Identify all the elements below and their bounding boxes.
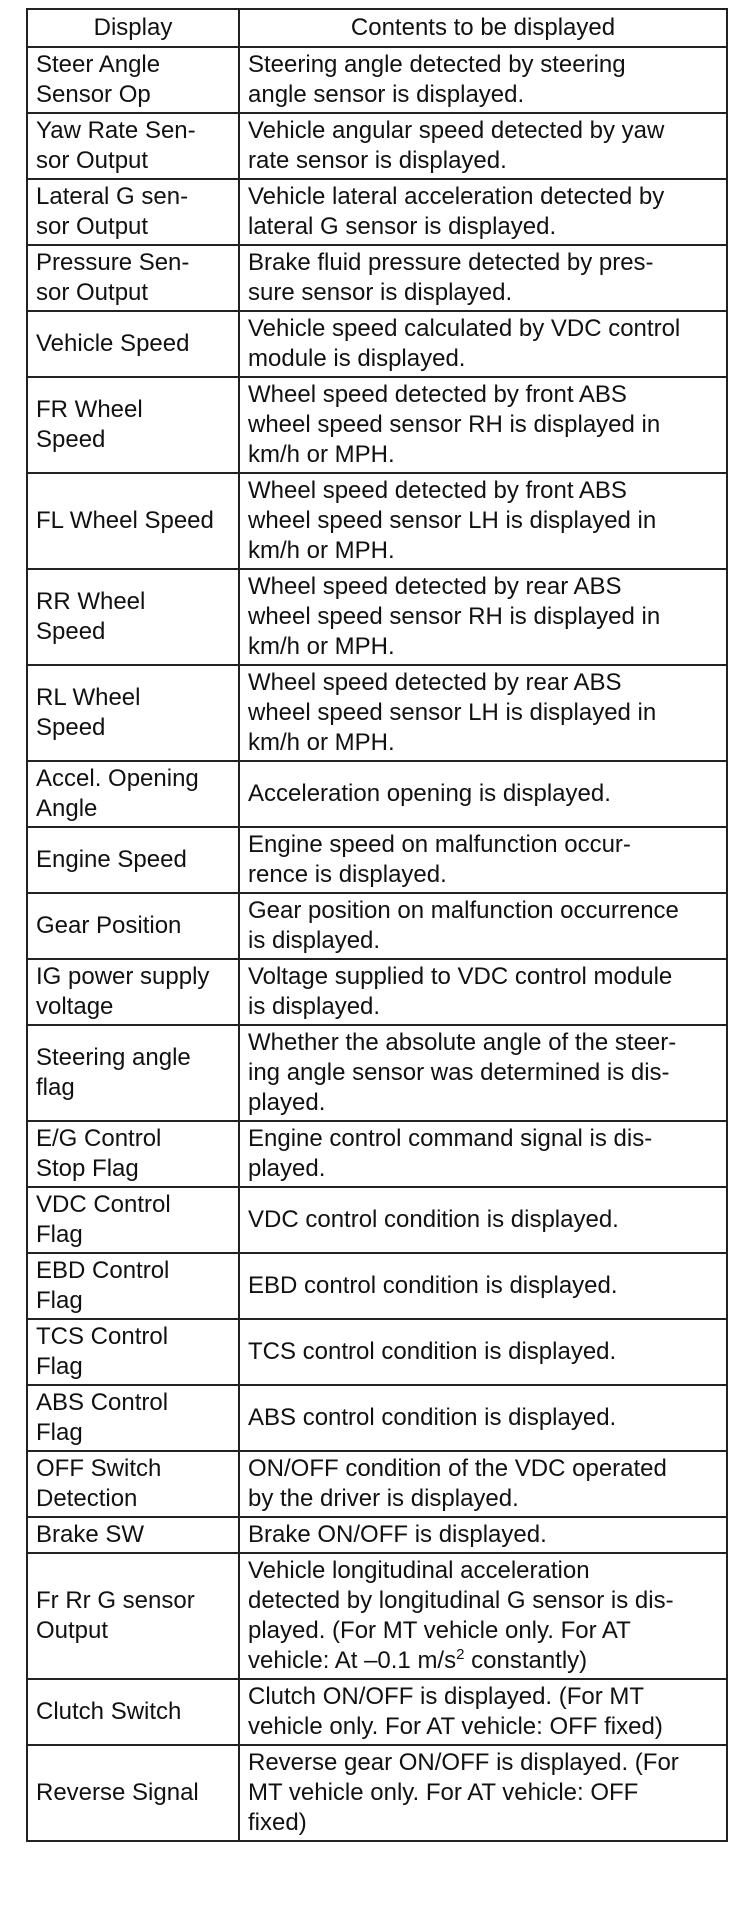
contents-text: TCS control condition is displayed. (248, 1338, 617, 1365)
display-cell: Gear Position (27, 893, 239, 959)
display-cell: E/G Control Stop Flag (27, 1121, 239, 1187)
contents-text: Gear position on malfunction occurrence is displayed. (248, 897, 679, 954)
contents-text: EBD control condition is displayed. (248, 1272, 618, 1299)
display-cell: Steering angle flag (27, 1025, 239, 1121)
table-row (27, 1253, 727, 1319)
contents-text: Clutch ON/OFF is displayed. (For MT vehicle only. For AT vehicle: OFF fixed) (248, 1683, 663, 1740)
table-row (27, 311, 727, 377)
display-cell: Pressure Sen- sor Output (27, 245, 239, 311)
contents-text: Voltage supplied to VDC control module is displayed. (248, 963, 673, 1020)
contents-cell (239, 827, 727, 893)
contents-text: ABS control condition is displayed. (248, 1404, 617, 1431)
contents-cell (239, 47, 727, 113)
table-row (27, 113, 727, 179)
contents-text: Steering angle detected by steering angle sensor is displayed. (248, 51, 626, 108)
table-row (27, 1745, 727, 1841)
contents-text: Vehicle longitudinal acceleration detected by longitudinal G sensor is dis- played. (For MT vehicle only. For AT vehicle: At –0.1 m/s (248, 1557, 674, 1674)
table-body (27, 47, 727, 1841)
contents-cell (239, 1385, 727, 1451)
contents-cell (239, 473, 727, 569)
display-cell: VDC Control Flag (27, 1187, 239, 1253)
contents-text: Engine control command signal is dis- played. (248, 1125, 653, 1182)
contents-cell (239, 179, 727, 245)
contents-cell (239, 1187, 727, 1253)
table-row (27, 761, 727, 827)
contents-cell (239, 1553, 727, 1679)
contents-cell (239, 1451, 727, 1517)
display-cell: RR Wheel Speed (27, 569, 239, 665)
contents-cell (239, 665, 727, 761)
contents-cell (239, 1679, 727, 1745)
contents-cell (239, 245, 727, 311)
table-row (27, 1553, 727, 1679)
table-row (27, 377, 727, 473)
display-cell: Fr Rr G sensor Output (27, 1553, 239, 1679)
display-cell: FL Wheel Speed (27, 473, 239, 569)
display-cell: OFF Switch Detection (27, 1451, 239, 1517)
contents-text: Brake ON/OFF is displayed. (248, 1521, 547, 1548)
contents-cell (239, 1319, 727, 1385)
contents-text: ON/OFF condition of the VDC operated by the driver is displayed. (248, 1455, 667, 1512)
contents-cell (239, 1253, 727, 1319)
table-row (27, 569, 727, 665)
display-cell: Engine Speed (27, 827, 239, 893)
contents-text: Brake fluid pressure detected by pres- sure sensor is displayed. (248, 249, 654, 306)
contents-text: Wheel speed detected by front ABS wheel speed sensor RH is displayed in km/h or MPH. (248, 381, 661, 468)
contents-tail-text: constantly) (464, 1647, 588, 1674)
header-contents: Contents to be displayed (239, 9, 727, 47)
table-row (27, 1385, 727, 1451)
display-cell: IG power supply voltage (27, 959, 239, 1025)
contents-cell (239, 1745, 727, 1841)
table-row (27, 665, 727, 761)
display-cell: Clutch Switch (27, 1679, 239, 1745)
contents-cell (239, 377, 727, 473)
contents-cell (239, 569, 727, 665)
display-cell: Accel. Opening Angle (27, 761, 239, 827)
table-row (27, 1451, 727, 1517)
table-row (27, 1679, 727, 1745)
display-cell: ABS Control Flag (27, 1385, 239, 1451)
display-cell: TCS Control Flag (27, 1319, 239, 1385)
display-cell: Brake SW (27, 1517, 239, 1553)
display-cell: FR Wheel Speed (27, 377, 239, 473)
contents-cell (239, 1517, 727, 1553)
table-row (27, 1121, 727, 1187)
contents-text: Whether the absolute angle of the steer- ing angle sensor was determined is dis- played. (248, 1029, 677, 1116)
contents-cell (239, 1025, 727, 1121)
header-display: Display (27, 9, 239, 47)
display-cell: RL Wheel Speed (27, 665, 239, 761)
contents-cell (239, 893, 727, 959)
display-cell: Lateral G sen- sor Output (27, 179, 239, 245)
table-row (27, 473, 727, 569)
table-row (27, 245, 727, 311)
contents-cell (239, 1121, 727, 1187)
table-row (27, 1025, 727, 1121)
contents-text: Acceleration opening is displayed. (248, 780, 611, 807)
contents-text: Engine speed on malfunction occur- rence is displayed. (248, 831, 631, 888)
table-row (27, 893, 727, 959)
contents-text: VDC control condition is displayed. (248, 1206, 619, 1233)
unit-superscript: 2 (456, 1646, 465, 1663)
contents-text: Vehicle speed calculated by VDC control module is displayed. (248, 315, 681, 372)
table-row (27, 1517, 727, 1553)
contents-text: Vehicle lateral acceleration detected by lateral G sensor is displayed. (248, 183, 665, 240)
contents-text: Wheel speed detected by rear ABS wheel speed sensor LH is displayed in km/h or MPH. (248, 669, 657, 756)
display-contents-table (26, 8, 728, 1842)
contents-text: Vehicle angular speed detected by yaw rate sensor is displayed. (248, 117, 665, 174)
table-row (27, 827, 727, 893)
contents-text: Wheel speed detected by rear ABS wheel speed sensor RH is displayed in km/h or MPH. (248, 573, 661, 660)
table-row (27, 1187, 727, 1253)
contents-cell (239, 113, 727, 179)
table-row (27, 959, 727, 1025)
table-row (27, 179, 727, 245)
display-cell: Vehicle Speed (27, 311, 239, 377)
display-cell: Reverse Signal (27, 1745, 239, 1841)
header-row (27, 9, 727, 47)
display-cell: EBD Control Flag (27, 1253, 239, 1319)
contents-text: Wheel speed detected by front ABS wheel speed sensor LH is displayed in km/h or MPH. (248, 477, 657, 564)
contents-cell (239, 311, 727, 377)
display-cell: Steer Angle Sensor Op (27, 47, 239, 113)
contents-cell (239, 761, 727, 827)
display-cell: Yaw Rate Sen- sor Output (27, 113, 239, 179)
table-row (27, 47, 727, 113)
contents-text: Reverse gear ON/OFF is displayed. (For MT vehicle only. For AT vehicle: OFF fixed) (248, 1749, 679, 1836)
contents-cell (239, 959, 727, 1025)
table-row (27, 1319, 727, 1385)
